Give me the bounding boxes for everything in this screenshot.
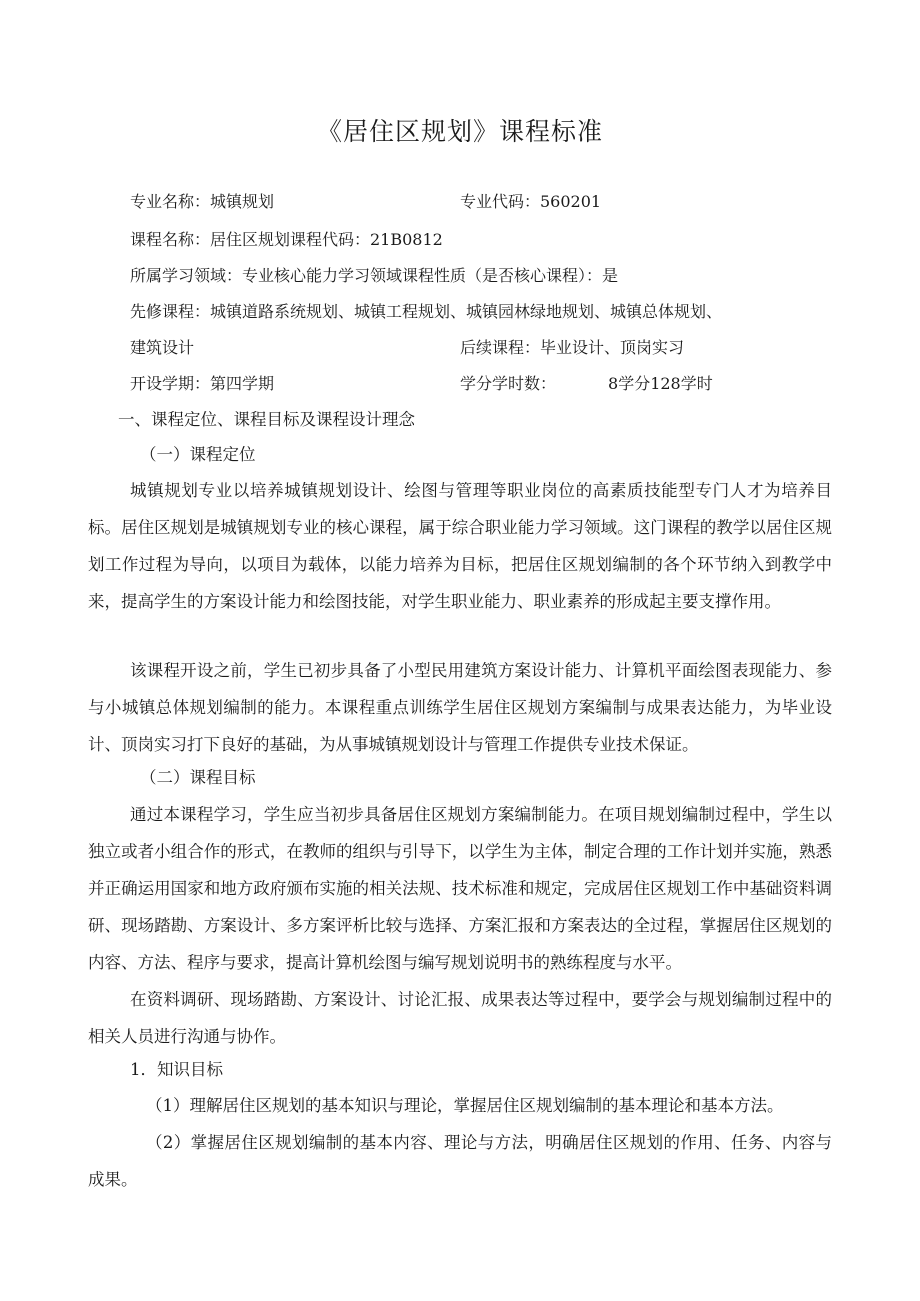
paragraph-course-positioning: 城镇规划专业以培养城镇规划设计、绘图与管理等职业岗位的高素质技能型专门人才为培养目标。居住区规划是城镇规划专业的核心课程，属于综合职业能力学习领域。这门课程的教学以居住区规划工作过程为导向，以项目为载体，以能力培养为目标，把居住区规划编制的各个环节纳入到教学中来，提高学生的方案设计能力和绘图技能，对学生职业能力、职业素养的形成起主要支撑作用。 — [88, 481, 832, 611]
prerequisite-line-2: 建筑设计 — [130, 338, 195, 357]
semester: 开设学期：第四学期 — [130, 374, 275, 393]
knowledge-objectives-heading: 1．知识目标 — [130, 1060, 223, 1079]
prerequisite-line-1: 先修课程：城镇道路系统规划、城镇工程规划、城镇园林绿地规划、城镇总体规划、 — [130, 302, 723, 321]
paragraph-communication: 在资料调研、现场踏勘、方案设计、讨论汇报、成果表达等过程中，要学会与规划编制过程中的相关人员进行沟通与协作。 — [88, 990, 832, 1046]
section-1-1-heading: （一）课程定位 — [140, 445, 256, 464]
paragraph-course-objectives: 通过本课程学习，学生应当初步具备居住区规划方案编制能力。在项目规划编制过程中，学生以独立或者小组合作的形式，在教师的组织与引导下，以学生为主体，制定合理的工作计划并实施，熟悉并正确运用国家和地方政府颁布实施的相关法规、技术标准和规定，完成居住区规划工作中基础资料调研、现场踏勘、方案设计、多方案评析比较与选择、方案汇报和方案表达的全过程，掌握居住区规划的内容、方法、程序与要求，提高计算机绘图与编写规划说明书的熟练程度与水平。 — [88, 805, 832, 972]
credits-hours — [460, 372, 713, 396]
learning-domain-line: 所属学习领域：专业核心能力学习领域课程性质（是否核心课程）：是 — [130, 266, 619, 285]
major-name: 专业名称：城镇规划 — [130, 192, 275, 211]
section-1-heading: 一、课程定位、课程目标及课程设计理念 — [118, 410, 415, 429]
section-1-2-heading: （二）课程目标 — [140, 768, 256, 787]
course-name-line: 课程名称：居住区规划课程代码：21B0812 — [130, 230, 443, 249]
credits-value: 8学分128学时 — [608, 374, 713, 393]
paragraph-prerequisites: 该课程开设之前，学生已初步具备了小型民用建筑方案设计能力、计算机平面绘图表现能力、参与小城镇总体规划编制的能力。本课程重点训练学生居住区规划方案编制与成果表达能力，为毕业设计、顶岗实习打下良好的基础，为从事城镇规划设计与管理工作提供专业技术保证。 — [88, 661, 832, 754]
knowledge-item-1: （1）理解居住区规划的基本知识与理论，掌握居住区规划编制的基本理论和基本方法。 — [146, 1096, 784, 1115]
document-title: 《居住区规划》课程标准 — [316, 117, 603, 146]
major-code: 专业代码：560201 — [460, 192, 602, 211]
credits-label: 学分学时数： — [460, 374, 557, 393]
knowledge-item-2: （2）掌握居住区规划编制的基本内容、理论与方法，明确居住区规划的作用、任务、内容与成果。 — [88, 1133, 832, 1189]
followup-courses: 后续课程：毕业设计、顶岗实习 — [460, 338, 685, 357]
